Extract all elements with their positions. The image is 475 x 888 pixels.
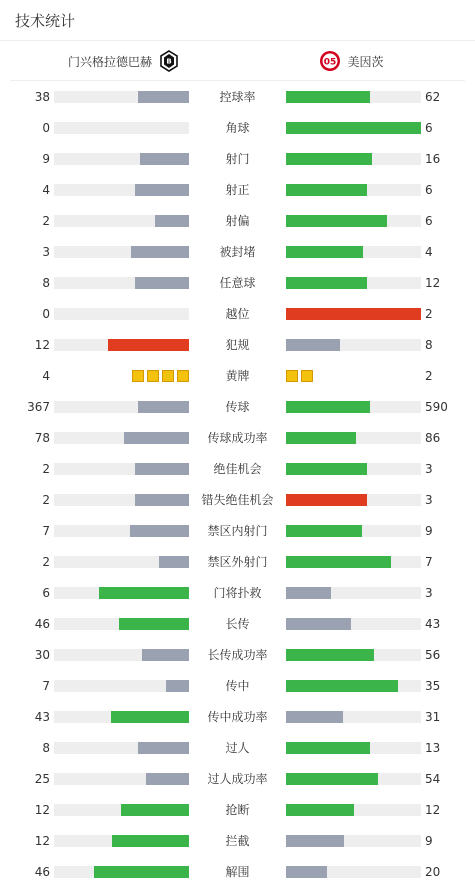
home-bar-track: [54, 91, 189, 103]
stat-label: 传中: [225, 679, 250, 693]
away-bar-track: [286, 401, 421, 413]
away-bar-track: [286, 556, 421, 568]
away-bar-track: [286, 494, 421, 506]
away-value: 3: [425, 462, 433, 476]
away-bar-track: [286, 339, 421, 351]
away-value: 590: [425, 400, 448, 414]
away-bar-track: [286, 215, 421, 227]
home-bar: [124, 432, 189, 444]
stat-row[interactable]: [0, 552, 475, 572]
away-bar-track: [286, 184, 421, 196]
away-bar-track: [286, 866, 421, 878]
away-bar-track: [286, 122, 421, 134]
home-bar-track: [54, 680, 189, 692]
away-bar: [286, 711, 343, 723]
home-bar-track: [54, 525, 189, 537]
stat-label: 射偏: [225, 214, 250, 228]
stat-row[interactable]: [0, 366, 475, 386]
yellow-card-icon: [162, 370, 174, 382]
away-bar: [286, 339, 340, 351]
away-bar-track: [286, 773, 421, 785]
away-value: 2: [425, 369, 433, 383]
home-value: 12: [34, 834, 50, 848]
stat-row[interactable]: [0, 769, 475, 789]
home-value: 78: [34, 431, 50, 445]
home-bar-track: [54, 866, 189, 878]
home-bar: [121, 804, 189, 816]
stat-label: 抢断: [225, 803, 250, 817]
home-bar: [111, 711, 189, 723]
stat-label: 任意球: [219, 276, 256, 290]
home-bar: [112, 835, 189, 847]
away-value: 9: [425, 524, 433, 538]
away-value: 9: [425, 834, 433, 848]
home-bar-track: [54, 587, 189, 599]
home-value: 2: [42, 214, 50, 228]
home-bar: [94, 866, 189, 878]
away-bar-track: [286, 587, 421, 599]
away-value: 12: [425, 803, 441, 817]
home-team[interactable]: [10, 41, 238, 81]
stat-label: 传球: [225, 400, 250, 414]
home-bar-track: [54, 153, 189, 165]
away-bar-track: [286, 463, 421, 475]
home-bar: [138, 401, 189, 413]
home-bar-track: [54, 463, 189, 475]
away-value: 86: [425, 431, 441, 445]
stat-label: 过人: [225, 741, 250, 755]
away-bar: [286, 153, 372, 165]
stat-row[interactable]: [0, 862, 475, 882]
home-bar-track: [54, 184, 189, 196]
away-bar-track: [286, 308, 421, 320]
page-title: 技术统计: [15, 12, 76, 30]
home-bar: [138, 742, 189, 754]
yellow-card-icon: [177, 370, 189, 382]
stat-label: 门将扑救: [213, 586, 262, 600]
stat-row[interactable]: [0, 87, 475, 107]
away-bar: [286, 525, 362, 537]
away-bar: [286, 866, 327, 878]
away-bar: [286, 556, 391, 568]
home-bar-track: [54, 432, 189, 444]
away-value: 3: [425, 586, 433, 600]
stat-row[interactable]: [0, 335, 475, 355]
away-value: 56: [425, 648, 441, 662]
yellow-card-icon: [132, 370, 144, 382]
stat-row[interactable]: [0, 242, 475, 262]
home-bar-track: [54, 401, 189, 413]
away-value: 13: [425, 741, 441, 755]
stat-row[interactable]: [0, 738, 475, 758]
stat-label: 长传: [225, 617, 250, 631]
stat-row[interactable]: [0, 304, 475, 324]
away-bar: [286, 184, 367, 196]
home-bar: [135, 277, 189, 289]
stat-row[interactable]: [0, 831, 475, 851]
borussia-crest-icon: [158, 50, 180, 72]
svg-text:B: B: [166, 57, 172, 66]
away-bar-track: [286, 525, 421, 537]
away-value: 6: [425, 183, 433, 197]
home-value: 43: [34, 710, 50, 724]
home-bar: [140, 153, 189, 165]
home-bar-track: [54, 339, 189, 351]
away-value: 12: [425, 276, 441, 290]
away-value: 2: [425, 307, 433, 321]
away-team-name: 美因茨: [347, 54, 384, 69]
home-bar-track: [54, 742, 189, 754]
stat-row[interactable]: [0, 583, 475, 603]
away-bar-track: [286, 680, 421, 692]
home-value: 8: [42, 276, 50, 290]
stat-label: 禁区内射门: [207, 524, 268, 538]
home-bar-track: [54, 649, 189, 661]
stat-label: 控球率: [219, 90, 256, 104]
away-value: 3: [425, 493, 433, 507]
home-value: 7: [42, 679, 50, 693]
away-bar-track: [286, 835, 421, 847]
home-value: 7: [42, 524, 50, 538]
home-bar-track: [54, 711, 189, 723]
away-bar: [286, 835, 344, 847]
away-bar: [286, 91, 370, 103]
home-bar: [155, 215, 189, 227]
home-yellow-cards: [132, 370, 189, 382]
away-value: 20: [425, 865, 441, 879]
away-value: 6: [425, 214, 433, 228]
home-value: 4: [42, 183, 50, 197]
home-value: 367: [27, 400, 50, 414]
away-bar-track: [286, 618, 421, 630]
away-bar-track: [286, 246, 421, 258]
home-bar: [108, 339, 189, 351]
home-value: 38: [34, 90, 50, 104]
away-bar-track: [286, 153, 421, 165]
away-bar: [286, 401, 370, 413]
home-bar: [166, 680, 189, 692]
away-value: 62: [425, 90, 441, 104]
home-bar: [142, 649, 189, 661]
home-value: 2: [42, 462, 50, 476]
stat-label: 犯规: [225, 338, 250, 352]
home-bar: [99, 587, 189, 599]
stat-row[interactable]: [0, 211, 475, 231]
home-bar: [159, 556, 189, 568]
home-value: 3: [42, 245, 50, 259]
away-team[interactable]: [238, 41, 465, 81]
home-value: 9: [42, 152, 50, 166]
home-value: 8: [42, 741, 50, 755]
home-value: 12: [34, 803, 50, 817]
home-bar-track: [54, 804, 189, 816]
home-value: 2: [42, 555, 50, 569]
stat-label: 过人成功率: [207, 772, 268, 786]
home-bar-track: [54, 494, 189, 506]
stat-label: 禁区外射门: [207, 555, 268, 569]
home-bar: [131, 246, 189, 258]
stat-label: 传球成功率: [207, 431, 268, 445]
stat-row[interactable]: [0, 397, 475, 417]
stat-label: 射门: [225, 152, 250, 166]
team-header: [10, 41, 465, 81]
stat-row[interactable]: [0, 180, 475, 200]
stat-label: 射正: [225, 183, 250, 197]
stat-row[interactable]: [0, 490, 475, 510]
home-value: 4: [42, 369, 50, 383]
stat-label: 绝佳机会: [213, 462, 262, 476]
away-bar: [286, 432, 356, 444]
home-bar: [135, 184, 189, 196]
home-value: 6: [42, 586, 50, 600]
home-bar: [138, 91, 189, 103]
away-bar: [286, 804, 354, 816]
home-bar-track: [54, 773, 189, 785]
home-value: 12: [34, 338, 50, 352]
away-value: 35: [425, 679, 441, 693]
home-bar: [135, 463, 189, 475]
stat-row[interactable]: [0, 800, 475, 820]
away-bar-track: [286, 711, 421, 723]
home-value: 30: [34, 648, 50, 662]
stat-row[interactable]: [0, 521, 475, 541]
away-bar: [286, 494, 367, 506]
away-bar-track: [286, 277, 421, 289]
home-bar-track: [54, 556, 189, 568]
home-bar: [130, 525, 189, 537]
stat-row[interactable]: [0, 459, 475, 479]
home-bar-track: [54, 122, 189, 134]
away-bar: [286, 215, 387, 227]
home-bar-track: [54, 835, 189, 847]
away-bar-track: [286, 432, 421, 444]
yellow-card-icon: [286, 370, 298, 382]
away-value: 54: [425, 772, 441, 786]
home-value: 2: [42, 493, 50, 507]
away-bar: [286, 246, 363, 258]
away-value: 8: [425, 338, 433, 352]
stat-label: 错失绝佳机会: [201, 493, 274, 507]
away-bar: [286, 463, 367, 475]
away-value: 4: [425, 245, 433, 259]
away-bar: [286, 308, 421, 320]
stat-label: 长传成功率: [207, 648, 268, 662]
away-bar: [286, 649, 374, 661]
stat-label: 黄牌: [225, 369, 250, 383]
stat-row[interactable]: [0, 645, 475, 665]
stat-label: 角球: [225, 121, 250, 135]
stat-label: 拦截: [225, 834, 250, 848]
stat-label: 被封堵: [219, 245, 256, 259]
away-value: 43: [425, 617, 441, 631]
stat-label: 解围: [225, 865, 250, 879]
yellow-card-icon: [147, 370, 159, 382]
away-bar-track: [286, 742, 421, 754]
home-bar: [146, 773, 189, 785]
stat-label: 传中成功率: [207, 710, 268, 724]
away-bar: [286, 742, 370, 754]
away-value: 31: [425, 710, 441, 724]
yellow-card-icon: [301, 370, 313, 382]
away-yellow-cards: [286, 370, 313, 382]
home-value: 46: [34, 617, 50, 631]
stat-row[interactable]: [0, 118, 475, 138]
home-bar-track: [54, 308, 189, 320]
stat-row[interactable]: [0, 707, 475, 727]
away-bar-track: [286, 91, 421, 103]
home-bar: [135, 494, 189, 506]
away-value: 16: [425, 152, 441, 166]
stat-row[interactable]: [0, 149, 475, 169]
away-bar-track: [286, 649, 421, 661]
away-bar: [286, 680, 398, 692]
mainz-crest-icon: [319, 50, 341, 72]
home-bar-track: [54, 277, 189, 289]
stat-row[interactable]: [0, 273, 475, 293]
home-value: 46: [34, 865, 50, 879]
home-value: 0: [42, 307, 50, 321]
home-bar: [119, 618, 189, 630]
home-team-name: 门兴格拉德巴赫: [67, 54, 152, 69]
home-bar-track: [54, 618, 189, 630]
stat-row[interactable]: [0, 614, 475, 634]
away-bar: [286, 773, 378, 785]
away-bar: [286, 618, 351, 630]
away-value: 7: [425, 555, 433, 569]
svg-text:05: 05: [324, 57, 337, 68]
home-value: 0: [42, 121, 50, 135]
stat-row[interactable]: [0, 428, 475, 448]
away-bar: [286, 277, 367, 289]
away-bar-track: [286, 804, 421, 816]
stat-label: 越位: [225, 307, 250, 321]
away-bar: [286, 587, 331, 599]
home-bar-track: [54, 215, 189, 227]
away-value: 6: [425, 121, 433, 135]
stat-row[interactable]: [0, 676, 475, 696]
home-value: 25: [34, 772, 50, 786]
away-bar: [286, 122, 421, 134]
home-bar-track: [54, 246, 189, 258]
